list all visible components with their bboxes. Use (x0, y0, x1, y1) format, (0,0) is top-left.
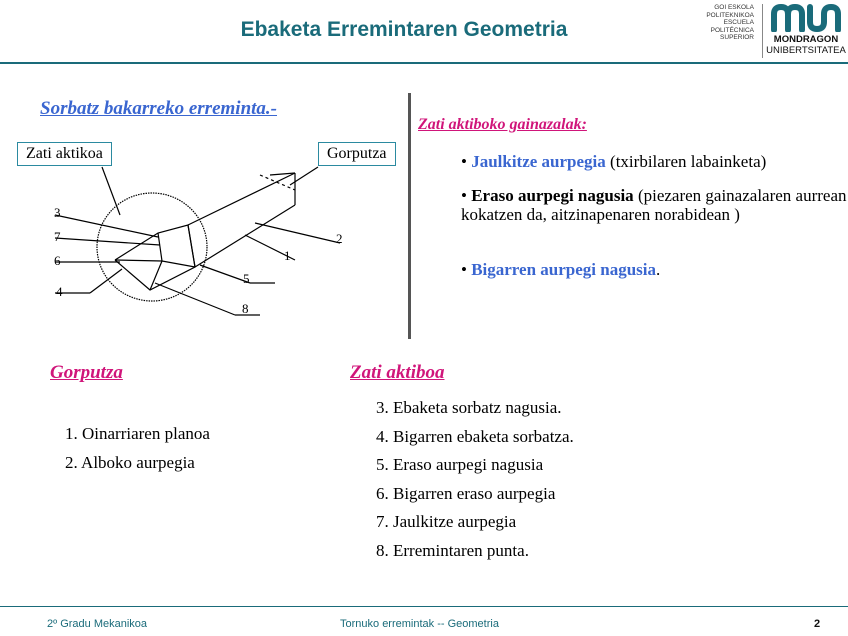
surfaces-title: Zati aktiboko gainazalak: (418, 116, 587, 133)
header-rule (0, 62, 848, 64)
callout-active-part: Zati aktikoa (17, 142, 112, 166)
list-item: 2. Alboko aurpegia (65, 452, 195, 472)
bullet: • (461, 260, 467, 279)
figure-number: 5 (243, 271, 250, 286)
figure-number: 3 (54, 205, 61, 220)
school-line: ESCUELA (723, 19, 754, 26)
bullet: • (461, 186, 467, 205)
logo-divider (762, 4, 763, 58)
footer-topic: Tornuko erremintak -- Geometria (340, 618, 499, 630)
surface-name: Eraso aurpegi nagusia (471, 186, 634, 205)
list-item: 3. Ebaketa sorbatz nagusia. (376, 398, 562, 417)
school-line: SUPERIOR (720, 34, 754, 41)
surface-name: Jaulkitze aurpegia (471, 152, 606, 171)
surface-item (461, 152, 848, 171)
section-title: Sorbatz bakarreko erreminta.- (40, 98, 277, 119)
list-item: 4. Bigarren ebaketa sorbatza. (376, 426, 574, 446)
surface-item (461, 260, 848, 279)
page-number: 2 (814, 618, 821, 630)
figure-number: 7 (54, 229, 61, 244)
body-heading: Gorputza (50, 362, 123, 383)
active-part-heading: Zati aktiboa (350, 362, 445, 383)
surface-desc: . (656, 260, 661, 279)
vertical-divider (408, 93, 411, 339)
list-item: 8. Erremintaren punta. (376, 540, 529, 560)
figure-number: 1 (284, 248, 291, 263)
figure-number: 2 (336, 231, 343, 246)
school-line: POLITÉCNICA (710, 26, 754, 34)
footer-rule (0, 606, 848, 607)
figure-number: 6 (54, 253, 61, 268)
callout-body: Gorputza (318, 142, 396, 166)
list-item: 5. Eraso aurpegi nagusia (376, 455, 544, 474)
page-title: Ebaketa Erremintaren Geometria (240, 18, 568, 41)
active-part-list (376, 394, 574, 565)
surface-name: Bigarren aurpegi nagusia (471, 260, 657, 279)
surface-desc: (txirbilaren labainketa) (605, 152, 767, 171)
list-item: 6. Bigarren eraso aurpegia (376, 483, 556, 503)
footer-course: 2º Gradu Mekanikoa (47, 618, 148, 630)
mondragon-logo-icon (770, 4, 842, 32)
surface-item (461, 186, 848, 224)
school-line: GOI ESKOLA (714, 4, 754, 11)
body-list (65, 420, 210, 477)
logo-text (766, 34, 846, 56)
school-name (674, 4, 754, 42)
list-item: 7. Jaulkitze aurpegia (376, 512, 517, 531)
figure-number: 4 (56, 284, 63, 299)
bullet: • (461, 152, 467, 171)
logo-line: UNIBERTSITATEA (766, 45, 846, 56)
logo-line: MONDRAGON (773, 34, 839, 45)
school-line: POLITEKNIKOA (706, 11, 754, 19)
surface-desc: (piezaren gainazalaren aurrean kokatzen da, aitzinapenaren norabidean ) (461, 186, 847, 224)
tool-figure (40, 165, 370, 325)
figure-number: 8 (242, 301, 249, 316)
list-item: 1. Oinarriaren planoa (65, 424, 210, 443)
